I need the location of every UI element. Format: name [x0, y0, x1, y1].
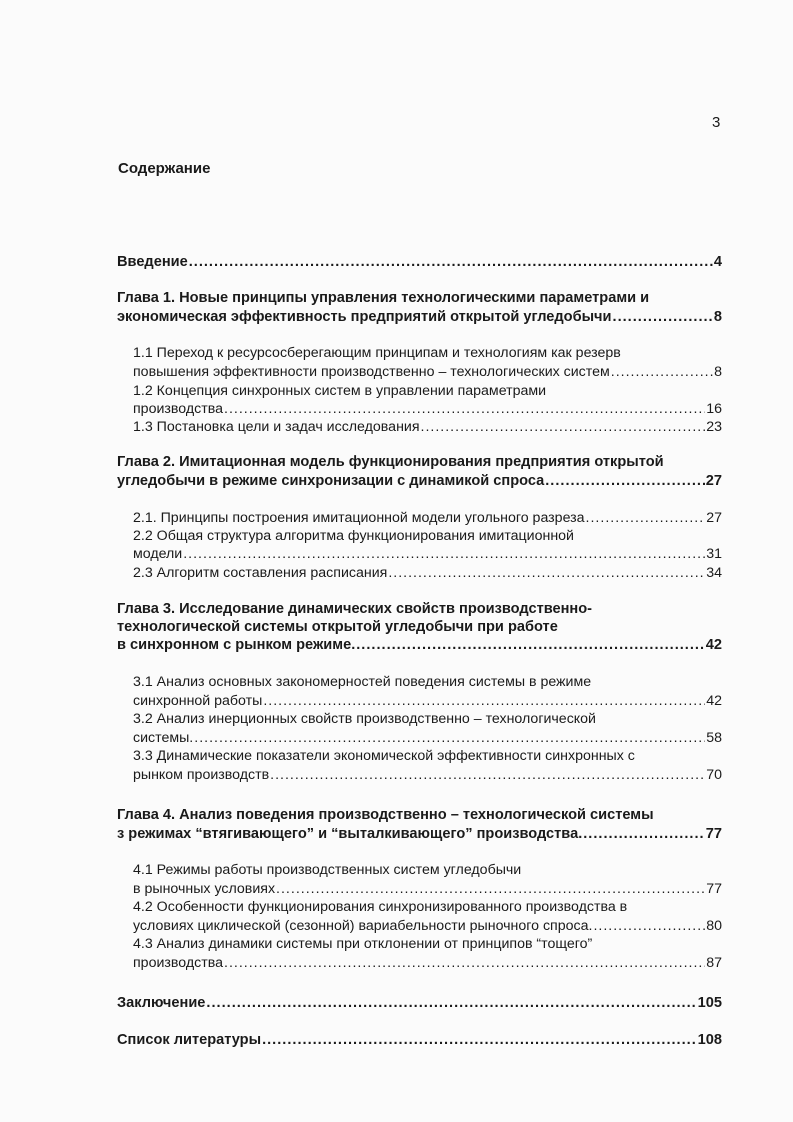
page-number: 3: [712, 114, 721, 131]
toc-entry[interactable]: [133, 400, 722, 418]
toc-entry[interactable]: [133, 917, 722, 935]
toc-page-number: 23: [706, 419, 722, 435]
dot-leader: [224, 954, 705, 972]
dot-leader: [586, 509, 706, 527]
toc-entry-text: 3.1 Анализ основных закономерностей поведения системы в режиме: [133, 674, 592, 690]
toc-page-number: 80: [706, 918, 722, 934]
toc-page-number: 34: [706, 565, 722, 581]
toc-entry[interactable]: [133, 509, 722, 527]
toc-page-number: 87: [706, 955, 722, 971]
dot-leader: [183, 545, 705, 563]
toc-entry-text: технологической системы открытой угледобычи при работе: [117, 619, 558, 635]
toc-entry-line[interactable]: [117, 289, 722, 307]
toc-entry[interactable]: [133, 766, 722, 784]
toc-entry-text: производства: [133, 955, 223, 971]
toc-entry[interactable]: [133, 729, 722, 747]
toc-entry-text: экономическая эффективность предприятий открытой угледобычи: [117, 309, 612, 325]
toc-entry-text: Глава 2. Имитационная модель функционирования предприятия открытой: [117, 454, 664, 470]
toc-page-number: 31: [706, 546, 722, 562]
toc-entry[interactable]: [133, 692, 722, 710]
toc-entry-text: з режимах “втягивающего” и “выталкивающего” производства.: [117, 826, 583, 842]
dot-leader: [206, 994, 696, 1012]
toc-entry-text: 1.2 Концепция синхронных систем в управлении параметрами: [133, 383, 547, 399]
toc-entry-line[interactable]: [133, 382, 722, 400]
toc-page-number: 58: [706, 730, 722, 746]
dot-leader: [613, 308, 713, 326]
dot-leader: [583, 825, 705, 843]
toc-entry-text: повышения эффективности производственно – технологических систем: [133, 364, 610, 380]
toc-entry[interactable]: [133, 880, 722, 898]
toc-entry[interactable]: [117, 253, 722, 271]
toc-entry-text: 2.1. Принципы построения имитационной модели угольного разреза: [133, 510, 585, 526]
toc-entry-text: угледобычи в режиме синхронизации с динамикой спроса: [117, 473, 545, 489]
toc-entry-text: модели: [133, 546, 183, 562]
toc-entry[interactable]: [117, 1031, 722, 1049]
toc-entry-text: Глава 4. Анализ поведения производственно – технологической системы: [117, 807, 654, 823]
toc-title: Содержание: [118, 160, 211, 177]
dot-leader: [276, 880, 705, 898]
toc-entry[interactable]: [117, 308, 722, 326]
toc-entry-line[interactable]: [117, 453, 722, 471]
toc-page-number: 77: [706, 881, 722, 897]
toc-entry-text: в рыночных условиях: [133, 881, 276, 897]
toc-entry-text: 3.3 Динамические показатели экономической эффективности синхронных с: [133, 748, 635, 764]
toc-entry-text: 1.1 Переход к ресурсосберегающим принципам и технологиям как резерв: [133, 345, 621, 361]
toc-entry-text: 2.2 Общая структура алгоритма функционирования имитационной: [133, 528, 574, 544]
toc-entry[interactable]: [117, 825, 722, 843]
dot-leader: [224, 400, 705, 418]
toc-entry-text: Введение: [117, 254, 188, 270]
toc-entry-text: производства: [133, 401, 223, 417]
toc-entry-line[interactable]: [117, 618, 722, 636]
toc-entry-line[interactable]: [133, 527, 722, 545]
toc-entry-text: 4.1 Режимы работы производственных систем угледобычи: [133, 862, 522, 878]
toc-entry-line[interactable]: [133, 673, 722, 691]
toc-entry-line[interactable]: [133, 747, 722, 765]
toc-entry-line[interactable]: [133, 935, 722, 953]
toc-page-number: 105: [697, 995, 722, 1011]
toc-page-number: 77: [705, 826, 722, 842]
toc-entry[interactable]: [133, 564, 722, 582]
toc-entry-text: синхронной работы: [133, 693, 263, 709]
toc-page-number: 8: [714, 364, 722, 380]
toc-entry-text: 4.2 Особенности функционирования синхронизированного производства в: [133, 899, 628, 915]
toc-entry-text: 4.3 Анализ динамики системы при отклонении от принципов “тощего”: [133, 936, 593, 952]
toc-page-number: 27: [706, 510, 722, 526]
toc-page-number: 8: [713, 309, 722, 325]
dot-leader: [262, 1031, 697, 1049]
toc-entry-line[interactable]: [117, 600, 722, 618]
toc-entry[interactable]: [117, 994, 722, 1012]
toc-entry-line[interactable]: [117, 806, 722, 824]
dot-leader: [545, 472, 705, 490]
toc-entry-text: системы.: [133, 730, 194, 746]
toc-entry-text: 3.2 Анализ инерционных свойств производственно – технологической: [133, 711, 596, 727]
toc-entry-line[interactable]: [133, 861, 722, 879]
toc-page-number: 27: [705, 473, 722, 489]
toc-entry[interactable]: [117, 636, 722, 654]
toc-page-number: 42: [706, 693, 722, 709]
toc-page-number: 108: [697, 1032, 722, 1048]
toc-page-number: 4: [713, 254, 722, 270]
toc-entry[interactable]: [117, 472, 722, 490]
toc-entry[interactable]: [133, 363, 722, 381]
toc-entry-line[interactable]: [133, 898, 722, 916]
toc-entry-text: Глава 1. Новые принципы управления технологическими параметрами и: [117, 290, 650, 306]
dot-leader: [194, 729, 705, 747]
toc-entry-text: условиях циклической (сезонной) вариабельности рыночного спроса.: [133, 918, 593, 934]
dot-leader: [388, 564, 705, 582]
toc-page-number: 16: [706, 401, 722, 417]
dot-leader: [593, 917, 705, 935]
dot-leader: [189, 253, 713, 271]
dot-leader: [421, 418, 706, 436]
toc-entry-text: в синхронном с рынком режиме.: [117, 637, 356, 653]
toc-entry-line[interactable]: [133, 710, 722, 728]
toc-entry-text: рынком производств: [133, 767, 270, 783]
dot-leader: [270, 766, 705, 784]
toc-entry-text: Список литературы: [117, 1032, 262, 1048]
toc-entry[interactable]: [133, 418, 722, 436]
toc-entry-line[interactable]: [133, 344, 722, 362]
toc-entry[interactable]: [133, 954, 722, 972]
dot-leader: [611, 363, 713, 381]
toc-entry-text: Глава 3. Исследование динамических свойств производственно-: [117, 601, 593, 617]
toc-page-number: 42: [705, 637, 722, 653]
toc-entry-text: Заключение: [117, 995, 206, 1011]
dot-leader: [263, 692, 705, 710]
dot-leader: [356, 636, 705, 654]
toc-entry-text: 2.3 Алгоритм составления расписания: [133, 565, 388, 581]
toc-entry[interactable]: [133, 545, 722, 563]
toc-page-number: 70: [706, 767, 722, 783]
toc-entry-text: 1.3 Постановка цели и задач исследования: [133, 419, 420, 435]
